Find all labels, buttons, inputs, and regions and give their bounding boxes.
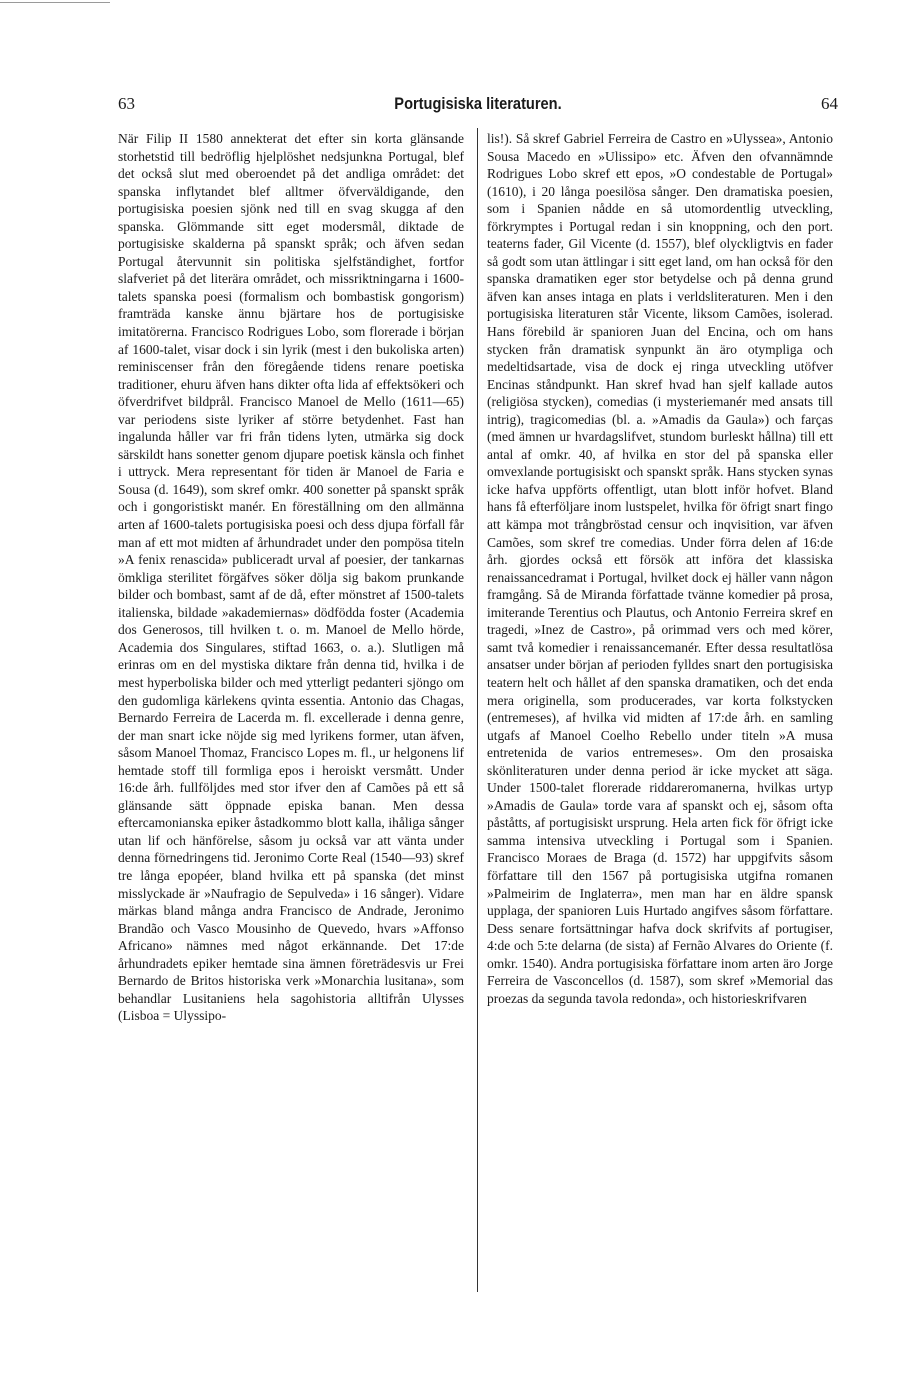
right-column xyxy=(487,130,833,1007)
left-column-text: När Filip II 1580 annekterat det efter sin korta glänsande storhetstid till bedröflig hjelplöshet nedsjunkna Portugal, blef det också slut med oberoendet på det andliga området: det spanska inflytandet blef alltmer öfverväldigande, den portugisiska poesien sjönk ned till en svag skugga af den spanska. Glömmande sitt eget modersmål, diktade de portugisiske skalderna på spanskt språk; och äfven sedan Portugal återvunnit sin politiska sjelfständighet, fortfor slafveriet på det literära området, och missriktningarna i 1600-talets spanska poesi (formalism och bombastisk gongorism) framträda kanske ännu bjärtare hos de portugisiske imitatörerna. Francisco Rodrigues Lobo, som florerade i början af 1600-talet, visar dock i sin lyrik (mest i den bukoliska arten) reminiscenser från den föregående tidens renare poetiska traditioner, ehuru äfven hans dikter ofta lida af effektsökeri och öfverdrifvet bildprål. Francisco Manoel de Mello (1611—65) var periodens siste lyriker af större betydenhet. Fast han ingalunda håller var fri från tidens lyten, utmärka sig dock särskildt hans sonetter genom djupare poetisk känsla och finhet i uttryck. Mera representant för tiden är Manoel de Faria e Sousa (d. 1649), som skref omkr. 400 sonetter på spanskt språk och i gongoristiskt manér. En föreställning om den allmänna arten af 1600-talets portugisiska poesi och dess djupa förfall får man af ett mot midten af århundradet under den pompösa titeln »A fenix renascida» publiceradt urval af poesier, der tankarnas ömkliga sterilitet förgäfves söker dölja sig bakom prunkande bilder och bombast, samt af de då, efter mönstret af 1500-talets italienska, bildade »akademiernas» dödfödda foster (Academia dos Generosos, till hvilken t. o. m. Manoel de Mello hörde, Academia dos Singulares, stiftad 1663, o. a.). Slutligen må erinras om en del mystiska diktare från denna tid, hvilka i de mest hyperboliska bilder och med ytterligt pedanteri sjöngo om den gudomliga kärlekens qvinta essentia. Antonio das Chagas, Bernardo Ferreira de Lacerda m. fl. excellerade i denna genre, der man snart icke nöjde sig med lyrikens former, utan äfven, såsom Manoel Thomaz, Francisco Lopes m. fl., ur helgonens lif hemtade stoff till formliga epos i heroiskt versmått. Under 16:de årh. fullföljdes med stor ifver den af Camões på ett så glänsande sätt öppnade episka banan. Men dessa eftercamonianska epiker åstadkommo blott kalla, ihåliga sånger utan lif och hänförelse, såsom ju också var att vänta under denna förnedringens tid. Jeronimo Corte Real (1540—93) skref tre långa epopéer, bland hvilka ett på spanska (det minst misslyckade är »Naufragio de Sepulveda» i 16 sånger). Vidare märkas bland många andra Francisco de Andrade, Jeronimo Brandão och Vasco Mousinho de Quevedo, hvars »Affonso Africano» nämnes med något erkännande. Det 17:de århundradets epiker hemtade sina ämnen företrädesvis ur Frei Bernardo de Britos historiska verk »Monarchia lusitana», som behandlar Lusitaniens hela sagohistoria alltifrån Ulysses (Lisboa = Ulyssipo- xyxy=(118,131,464,1024)
running-header xyxy=(118,94,838,118)
left-column xyxy=(118,130,464,1025)
running-title: Portugisiska literaturen. xyxy=(394,94,562,113)
column-divider xyxy=(477,128,478,1292)
scan-edge-mark xyxy=(0,2,110,3)
right-column-text: lis!). Så skref Gabriel Ferreira de Castro en »Ulyssea», Antonio Sousa Macedo en »Ulissipo» etc. Äfven den ofvannämnde Rodrigues Lobo skref ett epos, »O condestable de Portugal» (1610), i 20 långa poesilösa sånger. Den dramatiska poesien, som i Spanien nådde en så utomordentlig utveckling, förkrymptes i Portugal redan i sin knoppning, och den port. teaterns fader, Gil Vicente (d. 1557), blef olyckligtvis en fader så godt som utan ättlingar i sitt eget land, om han också för den spanska dramatiken eger stor betydelse och på denna grund äfven kan anses intaga en plats i verldsliteraturen. Men i den portugisiska literaturen står Vicente, liksom Camões, isolerad. Hans förebild är spanioren Juan del Encina, och om hans stycken från dramatisk synpunkt än äro otympliga och medeltidsartade, visa de dock ej ringa utveckling utöfver Encinas ståndpunkt. Han skref hvad han sjelf kallade autos (religiösa stycken), comedias (i mysteriemanér med ansats till intrig), tragicomedias (bl. a. »Amadis da Gaula») och farças (med ämnen ur hvardagslifvet, stundom burleskt hållna) till ett antal af omkr. 40, af hvilka en stor del på spanska eller omvexlande portugisiskt och spanskt språk. Hans stycken synas icke hafva uppförts offentligt, utan blott inför hofvet. Bland hans få efterföljare inom lustspelet, hvilka för öfrigt snart fingo att kämpa mot trångbröstad censur och inqvisition, var äfven Camões, som skref tre comedias. Under förra delen af 16:de årh. gjordes också ett försök att införa det klassiska renaissancedramat i Portugal, hvilket dock ej häller vann någon framgång. Så de Miranda författade tvänne komedier på prosa, imiterande Terentius och Plautus, och Antonio Ferreira skref en tragedi, »Inez de Castro», på orimmad vers och med körer, samt två komedier i renaissancemanér. Efter dessa resultatlösa ansatser under början af perioden fylldes snart den portugisiska teatern helt och hållet af den spanska dramatiken, och det enda mera originella, som producerades, var korta folkstycken (entremeses), af hvilka vid midten af 17:de årh. en samling utgafs af Manoel Coelho Rebello under titeln »A musa entretenida de varios entremeses». Om den prosaiska skönliteraturen under denna period är icke mycket att säga. Under 1500-talet florerade riddareromanerna, hvilkas urtyp »Amadis de Gaula» torde vara af spanskt och ej, såsom ofta påståtts, af portugisiskt ursprung. Hela arten fick för öfrigt icke samma intensiva utveckling i Portugal som i Spanien. Francisco Moraes de Braga (d. 1572) har uppgifvits såsom författare till den 1567 på portugisiska utgifna romanen »Palmeirim de Inglaterra», men man har en äldre spansk upplaga, der spanioren Luis Hurtado angifves såsom författare. Dess senare fortsättningar hafva dock skrifvits af portugiser, 4:de och 5:te delarna (de sista) af Fernão Alvares do Oriente (f. omkr. 1540). Andra portugisiska författare inom arten äro Jorge Ferreira de Vasconcellos (d. 1587), som skref »Memorial das proezas da segunda tavola redonda», och historieskrifvaren xyxy=(487,131,833,1006)
page-number-right: 64 xyxy=(821,94,838,113)
page-number-left: 63 xyxy=(118,94,135,113)
